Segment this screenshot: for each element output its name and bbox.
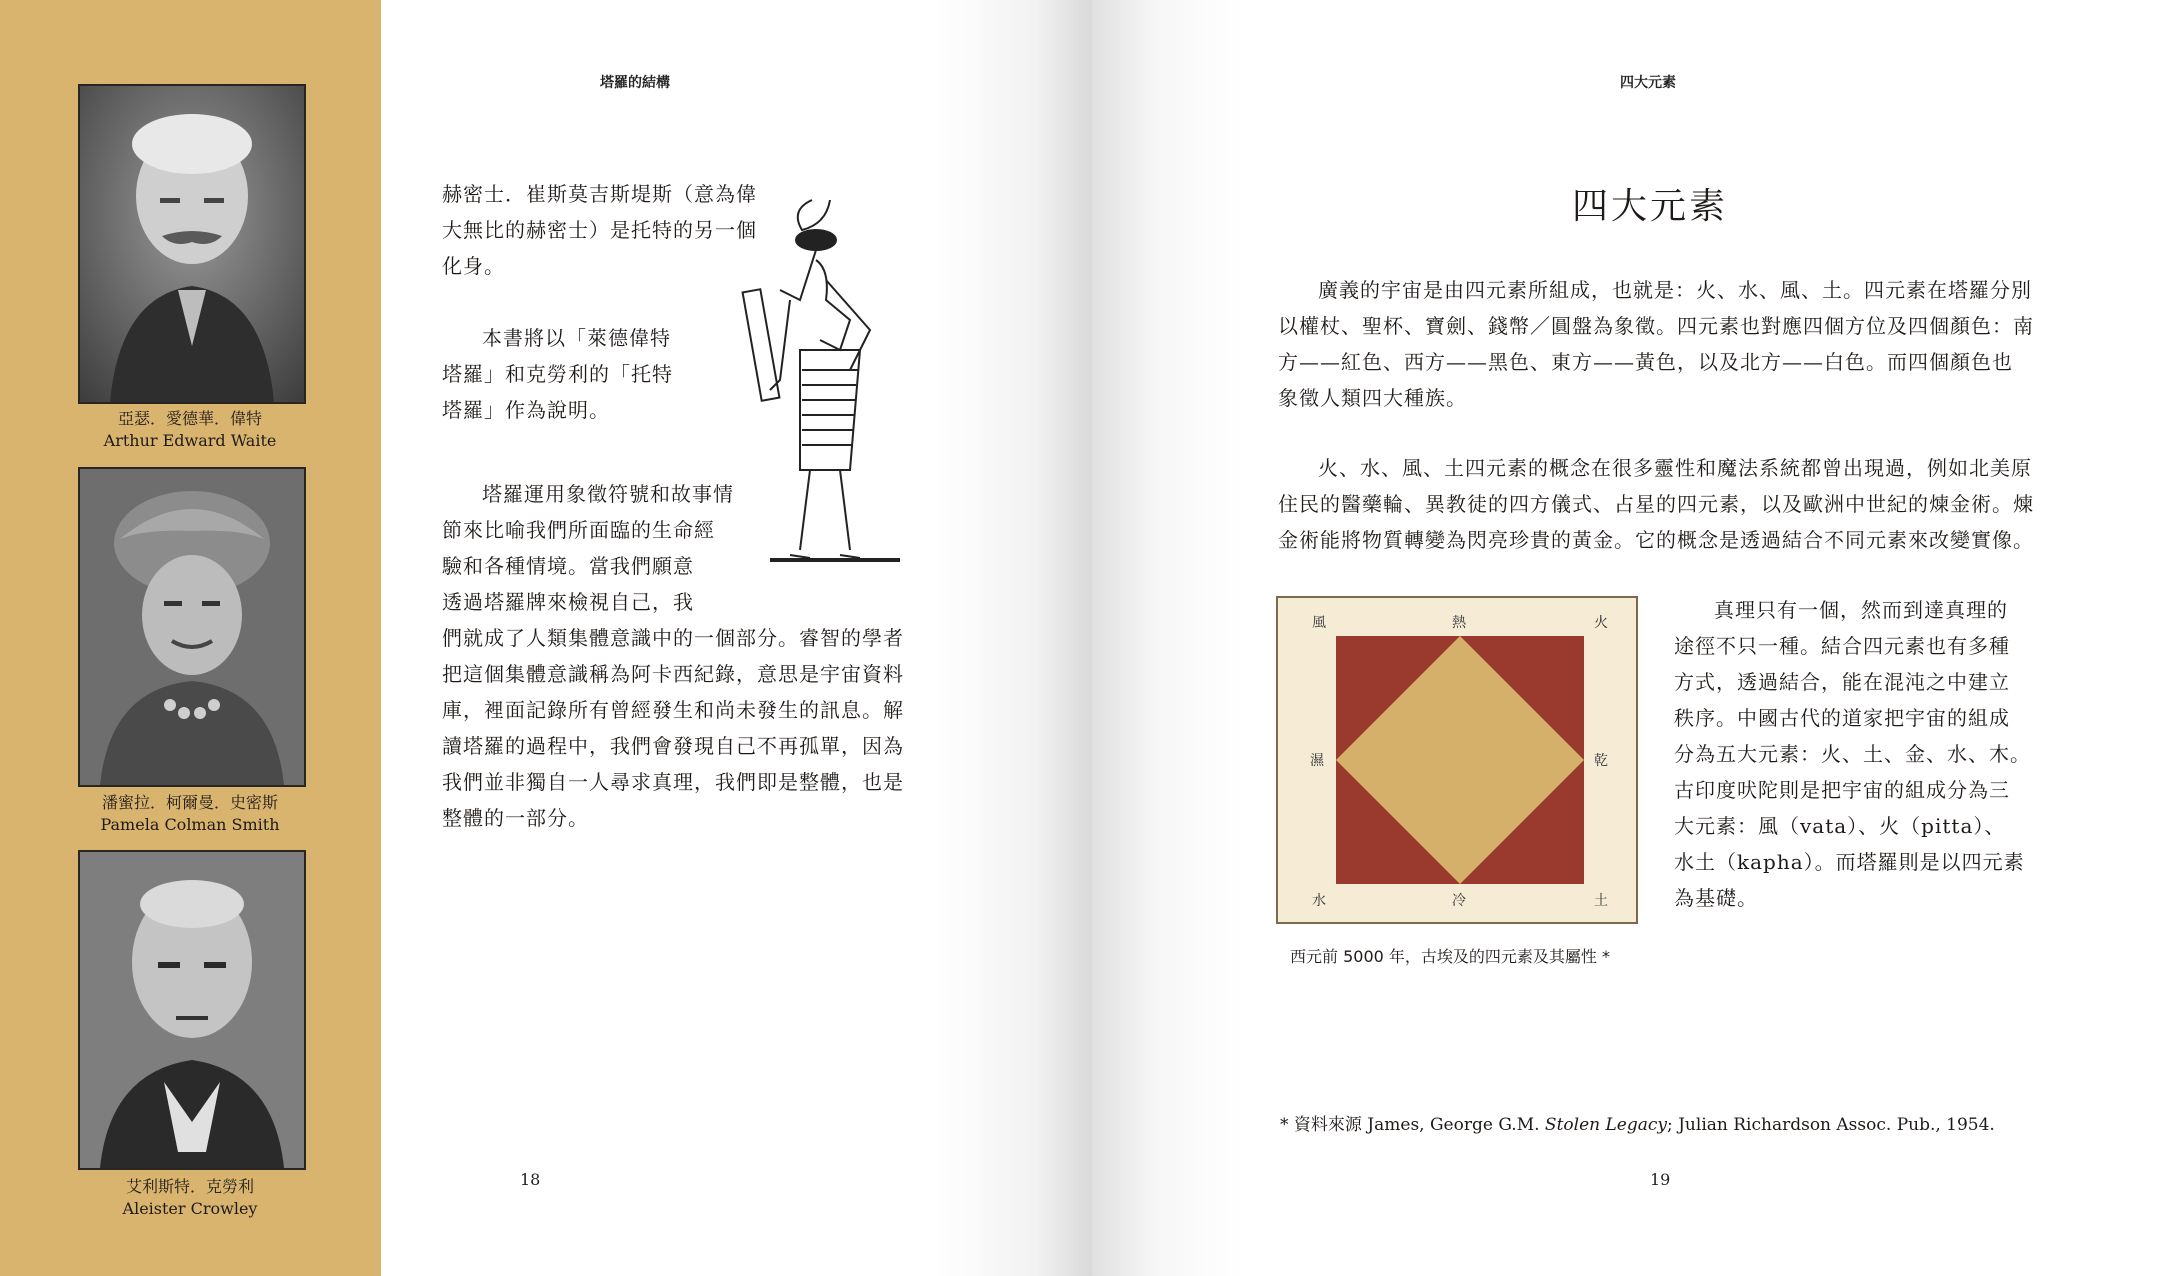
label-earth: 土 xyxy=(1594,893,1608,909)
thoth-illustration xyxy=(730,180,910,580)
portrait-smith xyxy=(78,467,306,787)
footnote-title: Stolen Legacy xyxy=(1544,1115,1667,1135)
page-number-left: 18 xyxy=(520,1170,541,1189)
book-line: 本書將以「萊德偉特 xyxy=(482,326,671,350)
caption-smith xyxy=(40,792,340,836)
label-water: 水 xyxy=(1312,893,1326,909)
para3-line: 為基礎。 xyxy=(1674,886,1758,910)
label-dry: 乾 xyxy=(1594,753,1608,769)
para1-line: 象徵人類四大種族。 xyxy=(1278,386,1467,410)
para3-line: 秩序。中國古代的道家把宇宙的組成 xyxy=(1674,706,2010,730)
elements-paragraph-2 xyxy=(1278,450,2038,558)
tarot-line: 們就成了人類集體意識中的一個部分。睿智的學者 xyxy=(442,626,904,650)
page-number-right: 19 xyxy=(1650,1170,1671,1189)
para1-line: 方——紅色、西方——黑色、東方——黃色，以及北方——白色。而四個顏色也 xyxy=(1278,350,2013,374)
portrait-waite xyxy=(78,84,306,404)
book-line: 塔羅」和克勞利的「托特 xyxy=(442,362,673,386)
thoth-line: 化身。 xyxy=(442,254,505,278)
elements-diagram-graphic xyxy=(1278,598,1636,922)
para3-line: 水土（kapha）。而塔羅則是以四元素 xyxy=(1674,850,2025,874)
label-wind: 風 xyxy=(1312,615,1326,631)
running-head-right: 四大元素 xyxy=(1620,75,1676,91)
para2-line: 住民的醫藥輪、異教徒的四方儀式、占星的四元素，以及歐洲中世紀的煉金術。煉 xyxy=(1278,492,2034,516)
para3-line: 大元素：風（vata）、火（pitta）、 xyxy=(1674,814,2006,838)
caption-waite-zh: 亞瑟．愛德華．偉特 xyxy=(117,409,262,428)
label-fire: 火 xyxy=(1594,615,1608,631)
footnote-prefix: * 資料來源 James, George G.M. xyxy=(1280,1115,1545,1135)
page-title: 四大元素 xyxy=(1571,186,1728,227)
tarot-line: 讀塔羅的過程中，我們會發現自己不再孤單，因為 xyxy=(442,734,904,758)
tarot-line: 我們並非獨自一人尋求真理，我們即是整體，也是 xyxy=(442,770,904,794)
para2-line: 金術能將物質轉變為閃亮珍貴的黃金。它的概念是透過結合不同元素來改變實像。 xyxy=(1278,528,2034,552)
caption-waite-en: Arthur Edward Waite xyxy=(103,431,277,450)
running-head-left: 塔羅的結構 xyxy=(600,75,670,91)
caption-crowley-en: Aleister Crowley xyxy=(122,1199,258,1218)
caption-crowley xyxy=(40,1176,340,1220)
label-hot: 熱 xyxy=(1452,615,1466,631)
label-cold: 冷 xyxy=(1452,893,1466,909)
para3-line: 途徑不只一種。結合四元素也有多種 xyxy=(1674,634,2010,658)
tarot-line: 塔羅運用象徵符號和故事情 xyxy=(482,482,734,506)
tarot-line: 庫，裡面記錄所有曾經發生和尚未發生的訊息。解 xyxy=(442,698,904,722)
para3-line: 分為五大元素：火、土、金、水、木。 xyxy=(1674,742,2031,766)
tarot-line: 節來比喻我們所面臨的生命經 xyxy=(442,518,715,542)
footnote-suffix: ; Julian Richardson Assoc. Pub., 1954. xyxy=(1666,1115,1995,1135)
para1-line: 廣義的宇宙是由四元素所組成，也就是：火、水、風、土。四元素在塔羅分別 xyxy=(1318,278,2032,302)
portrait-crowley xyxy=(78,850,306,1170)
thoth-line: 赫密士．崔斯莫吉斯堤斯（意為偉 xyxy=(442,182,757,206)
label-wet: 濕 xyxy=(1310,753,1324,769)
book-line: 塔羅」作為說明。 xyxy=(442,398,610,422)
elements-paragraph-3 xyxy=(1674,592,2042,916)
diagram-caption: 西元前 5000 年，古埃及的四元素及其屬性 * xyxy=(1290,947,1610,966)
para3-line: 真理只有一個，然而到達真理的 xyxy=(1714,598,2008,622)
elements-paragraph-1 xyxy=(1278,272,2038,416)
tarot-line: 整體的一部分。 xyxy=(442,806,589,830)
caption-crowley-zh: 艾利斯特．克勞利 xyxy=(125,1177,254,1196)
para1-line: 以權杖、聖杯、寶劍、錢幣／圓盤為象徵。四元素也對應四個方位及四個顏色：南 xyxy=(1278,314,2034,338)
book-paragraph xyxy=(442,320,742,428)
elements-diagram xyxy=(1276,596,1638,924)
footnote xyxy=(1280,1110,1995,1135)
caption-waite xyxy=(40,408,340,452)
tarot-line: 把這個集體意識稱為阿卡西紀錄，意思是宇宙資料 xyxy=(442,662,904,686)
tarot-line: 透過塔羅牌來檢視自己，我 xyxy=(442,590,694,614)
caption-smith-en: Pamela Colman Smith xyxy=(100,815,280,834)
para2-line: 火、水、風、土四元素的概念在很多靈性和魔法系統都曾出現過，例如北美原 xyxy=(1318,456,2032,480)
para3-line: 古印度吠陀則是把宇宙的組成分為三 xyxy=(1674,778,2010,802)
caption-smith-zh: 潘蜜拉．柯爾曼．史密斯 xyxy=(101,793,278,812)
thoth-line: 大無比的赫密士）是托特的另一個 xyxy=(442,218,757,242)
para3-line: 方式，透過結合，能在混沌之中建立 xyxy=(1674,670,2010,694)
tarot-line: 驗和各種情境。當我們願意 xyxy=(442,554,694,578)
